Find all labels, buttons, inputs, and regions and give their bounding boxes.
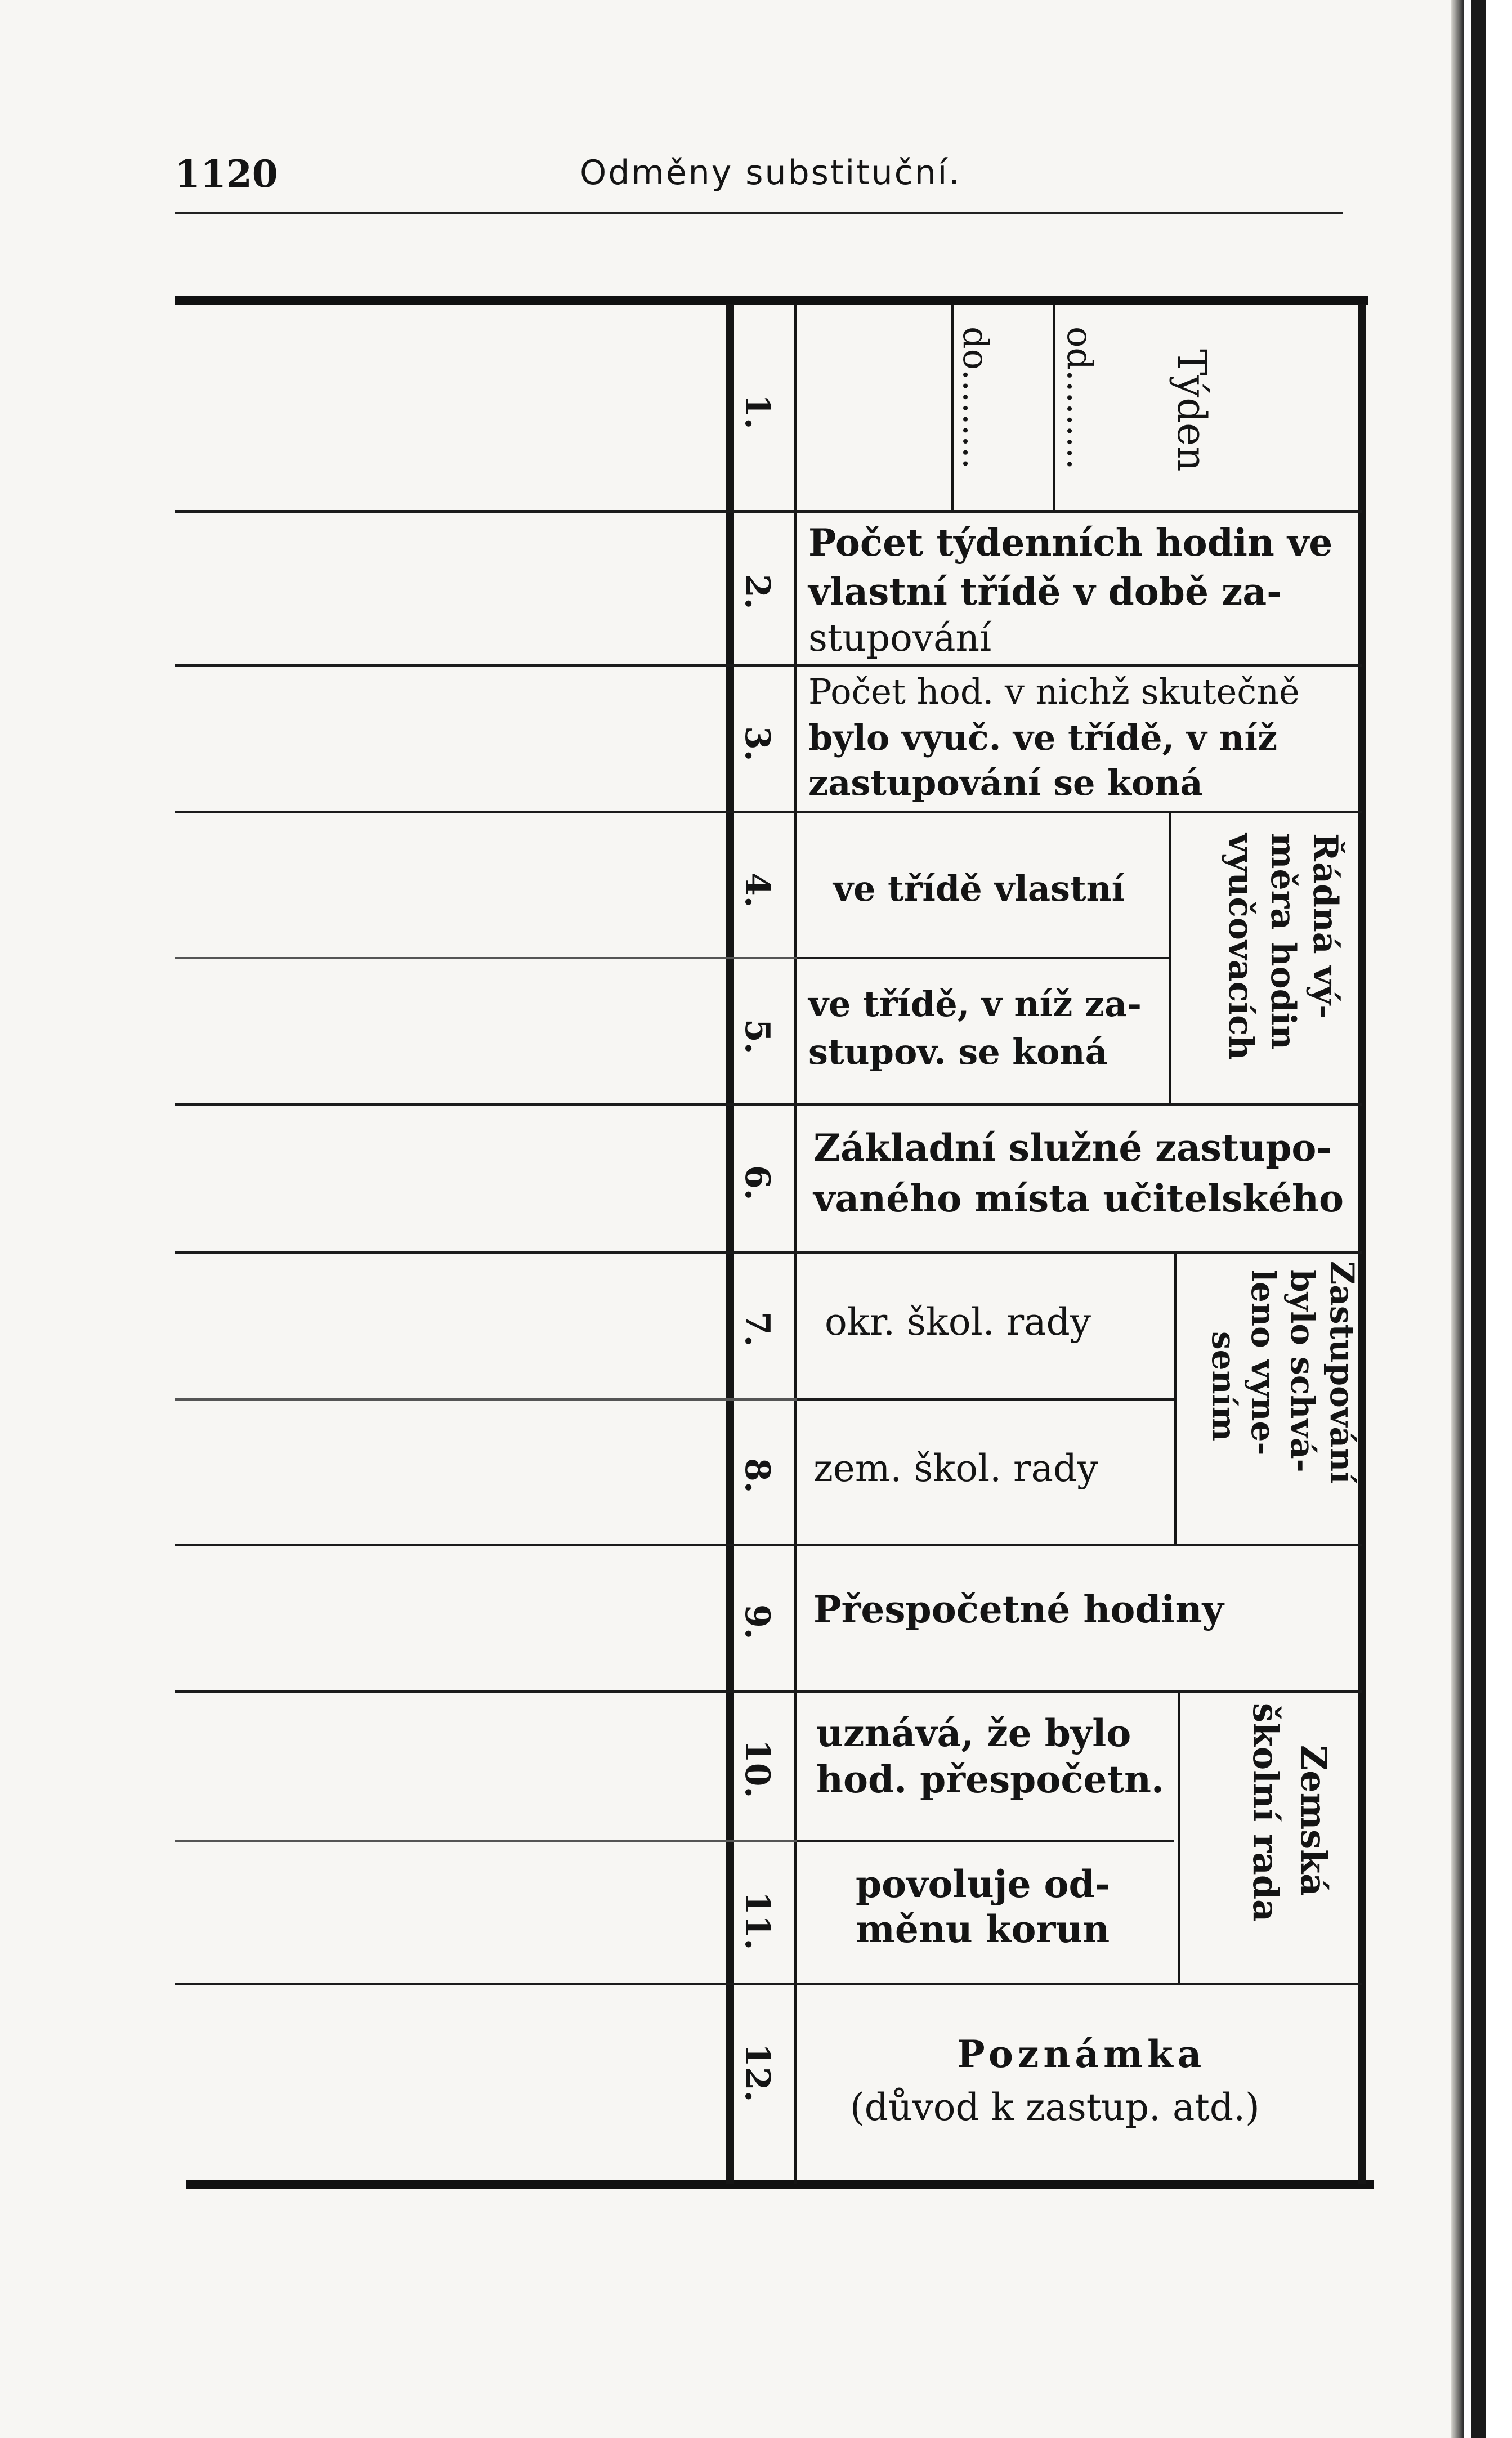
col2-line3: stupování <box>808 616 992 660</box>
col7-text: okr. škol. rady <box>825 1300 1091 1344</box>
scan-border <box>1471 0 1512 2438</box>
col3-line2: bylo vyuč. ve třídě, v níž <box>808 717 1278 758</box>
running-head <box>175 152 1343 203</box>
col-number-5: 5. <box>737 1019 777 1054</box>
group-7-8-line2: bylo schvá- <box>1283 1269 1322 1473</box>
number-column-rule <box>726 304 734 2184</box>
col5-line2: stupov. se koná <box>808 1031 1108 1072</box>
col4-text: ve třídě vlastní <box>833 868 1125 909</box>
group-7-8-line3: leno vyne- <box>1244 1269 1282 1456</box>
col-number-4: 4. <box>737 873 777 908</box>
week-from: od......... <box>1059 326 1101 470</box>
week-to: do......... <box>955 326 996 469</box>
col-number-2: 2. <box>737 574 777 610</box>
col-number-1: 1. <box>737 394 777 430</box>
row-rule-1 <box>175 510 1362 513</box>
col2-line2: vlastní třídě v době za- <box>808 570 1282 614</box>
row-rule-6 <box>175 1251 1362 1254</box>
header-rule <box>175 212 1343 214</box>
col-number-9: 9. <box>737 1604 777 1640</box>
week-to-rule <box>951 304 954 510</box>
col-number-12: 12. <box>737 2043 777 2103</box>
col6-line1: Základní služné zastupo- <box>813 1126 1332 1170</box>
group-4-5-line1: Řádná vý- <box>1305 833 1345 1019</box>
col-number-8: 8. <box>737 1458 777 1493</box>
row-rule-2 <box>175 664 1362 667</box>
col-number-3: 3. <box>737 726 777 762</box>
page-number: 1120 <box>175 152 278 196</box>
row-rule-10 <box>175 1840 799 1842</box>
group-10-11-line1: Zemská <box>1293 1745 1334 1896</box>
group-4-5-line2: měra hodin <box>1263 833 1303 1050</box>
group-7-8-line1: Zastupování <box>1323 1261 1361 1484</box>
col-number-11: 11. <box>737 1891 777 1951</box>
col6-line2: vaného místa učitelského <box>813 1176 1344 1220</box>
col2-line1: Počet týdenních hodin ve <box>808 521 1333 565</box>
col9-text: Přespočetné hodiny <box>813 1587 1224 1631</box>
col3-line1: Počet hod. v nichž skutečně <box>808 671 1300 712</box>
col8-text: zem. škol. rady <box>813 1447 1098 1490</box>
group-rule-4-5 <box>1169 813 1171 1103</box>
inner-column-rule <box>794 304 797 2184</box>
col-number-7: 7. <box>737 1312 777 1347</box>
group-subrule-7-8 <box>797 1398 1174 1401</box>
row-rule-7 <box>175 1398 799 1401</box>
row-rule-4 <box>175 957 799 959</box>
col10-line1: uznává, že bylo <box>816 1711 1131 1755</box>
col3-line3: zastupování se koná <box>808 762 1203 803</box>
group-rule-7-8 <box>1174 1254 1177 1544</box>
table-top-rule <box>175 296 1368 305</box>
group-rule-10-11 <box>1178 1693 1180 1983</box>
col5-line1: ve třídě, v níž za- <box>808 983 1142 1025</box>
row-rule-8 <box>175 1544 1362 1546</box>
row-rule-3 <box>175 811 1362 813</box>
col-number-6: 6. <box>737 1165 777 1201</box>
page-edge-shadow <box>1451 0 1464 2438</box>
group-7-8-line4: sením <box>1205 1331 1243 1442</box>
col12-title: Poznámka <box>957 2032 1206 2076</box>
week-label: Týden <box>1169 349 1215 472</box>
group-10-11-line2: školní rada <box>1245 1703 1286 1922</box>
col11-line2: měnu korun <box>856 1907 1110 1951</box>
table-right-rule <box>1358 304 1366 2184</box>
group-subrule-4-5 <box>797 957 1169 959</box>
page-title: Odměny substituční. <box>580 153 961 193</box>
col10-line2: hod. přespočetn. <box>816 1757 1164 1801</box>
col-number-10: 10. <box>737 1739 777 1799</box>
col11-line1: povoluje od- <box>856 1862 1111 1906</box>
group-subrule-10-11 <box>797 1840 1174 1842</box>
group-4-5-line3: vyučovacích <box>1221 833 1260 1061</box>
row-rule-5 <box>175 1103 1362 1106</box>
row-rule-9 <box>175 1690 1362 1693</box>
table-bottom-rule <box>186 2180 1374 2189</box>
week-from-rule <box>1053 304 1055 510</box>
col12-subtitle: (důvod k zastup. atd.) <box>850 2086 1260 2129</box>
row-rule-11 <box>175 1983 1362 1985</box>
